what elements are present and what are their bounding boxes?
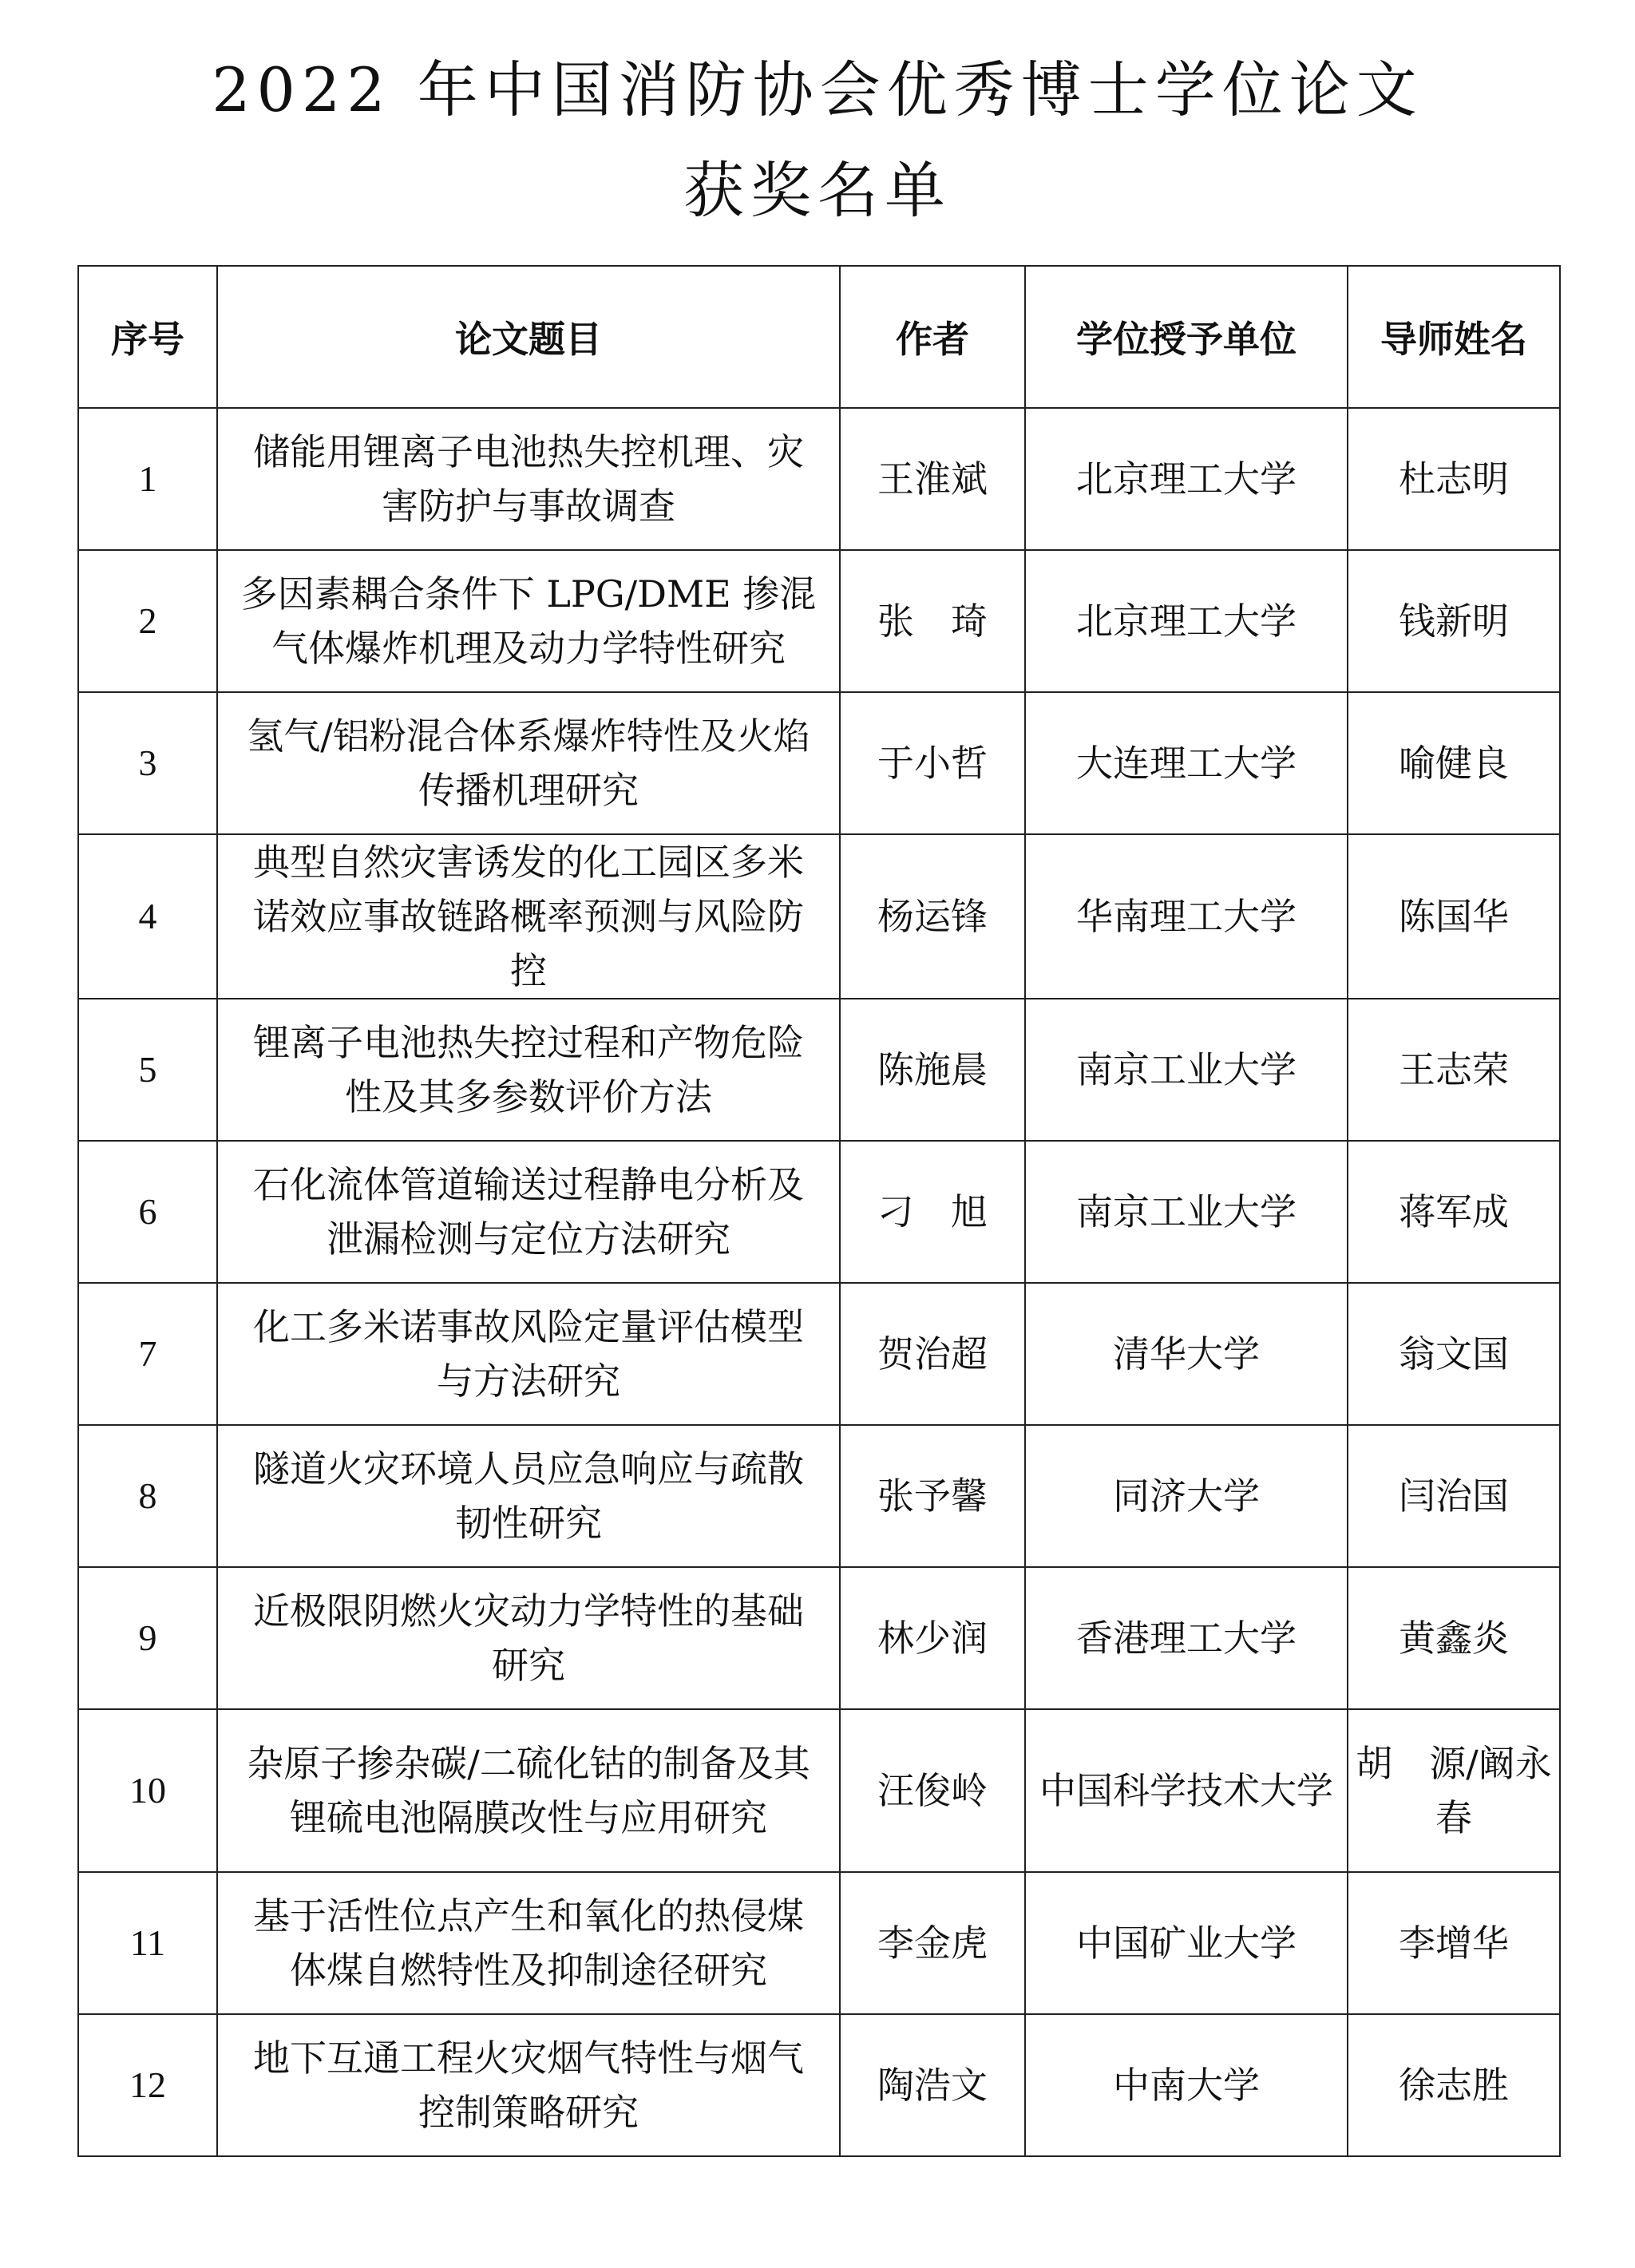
institution: 中南大学 bbox=[1025, 2014, 1348, 2156]
thesis-title: 石化流体管道输送过程静电分析及泄漏检测与定位方法研究 bbox=[217, 1141, 840, 1283]
institution: 北京理工大学 bbox=[1025, 408, 1348, 550]
thesis-title: 锂离子电池热失控过程和产物危险性及其多参数评价方法 bbox=[217, 999, 840, 1141]
row-index: 7 bbox=[78, 1283, 217, 1425]
row-index: 9 bbox=[78, 1567, 217, 1709]
author: 杨运锋 bbox=[840, 834, 1025, 999]
thesis-title: 近极限阴燃火灾动力学特性的基础研究 bbox=[217, 1567, 840, 1709]
thesis-title: 杂原子掺杂碳/二硫化钴的制备及其锂硫电池隔膜改性与应用研究 bbox=[217, 1709, 840, 1872]
row-index: 8 bbox=[78, 1425, 217, 1567]
thesis-title: 储能用锂离子电池热失控机理、灾害防护与事故调查 bbox=[217, 408, 840, 550]
thesis-title: 隧道火灾环境人员应急响应与疏散韧性研究 bbox=[217, 1425, 840, 1567]
advisor: 胡 源/阚永春 bbox=[1348, 1709, 1560, 1872]
table-header-row bbox=[78, 266, 1560, 408]
advisor: 陈国华 bbox=[1348, 834, 1560, 999]
author: 王淮斌 bbox=[840, 408, 1025, 550]
author: 陈施晨 bbox=[840, 999, 1025, 1141]
table-row bbox=[78, 834, 1560, 999]
row-index: 2 bbox=[78, 550, 217, 692]
award-table bbox=[77, 265, 1561, 2157]
advisor: 喻健良 bbox=[1348, 692, 1560, 834]
advisor: 闫治国 bbox=[1348, 1425, 1560, 1567]
row-index: 10 bbox=[78, 1709, 217, 1872]
document-subtitle: 获奖名单 bbox=[683, 155, 952, 226]
row-index: 4 bbox=[78, 834, 217, 999]
header-author: 作者 bbox=[840, 266, 1025, 408]
advisor: 钱新明 bbox=[1348, 550, 1560, 692]
row-index: 12 bbox=[78, 2014, 217, 2156]
row-index: 3 bbox=[78, 692, 217, 834]
institution: 南京工业大学 bbox=[1025, 999, 1348, 1141]
table-row bbox=[78, 692, 1560, 834]
advisor: 黄鑫炎 bbox=[1348, 1567, 1560, 1709]
advisor: 王志荣 bbox=[1348, 999, 1560, 1141]
advisor: 翁文国 bbox=[1348, 1283, 1560, 1425]
table-row bbox=[78, 1425, 1560, 1567]
thesis-title: 多因素耦合条件下 LPG/DME 掺混气体爆炸机理及动力学特性研究 bbox=[217, 550, 840, 692]
table-row bbox=[78, 1283, 1560, 1425]
author: 张 琦 bbox=[840, 550, 1025, 692]
author: 汪俊岭 bbox=[840, 1709, 1025, 1872]
institution: 中国科学技术大学 bbox=[1025, 1709, 1348, 1872]
row-index: 1 bbox=[78, 408, 217, 550]
thesis-title: 典型自然灾害诱发的化工园区多米诺效应事故链路概率预测与风险防控 bbox=[217, 834, 840, 999]
advisor: 杜志明 bbox=[1348, 408, 1560, 550]
advisor: 蒋军成 bbox=[1348, 1141, 1560, 1283]
institution: 大连理工大学 bbox=[1025, 692, 1348, 834]
header-index: 序号 bbox=[78, 266, 217, 408]
table-row bbox=[78, 408, 1560, 550]
table-row bbox=[78, 1709, 1560, 1872]
advisor: 徐志胜 bbox=[1348, 2014, 1560, 2156]
thesis-title: 地下互通工程火灾烟气特性与烟气控制策略研究 bbox=[217, 2014, 840, 2156]
institution: 中国矿业大学 bbox=[1025, 1872, 1348, 2014]
institution: 南京工业大学 bbox=[1025, 1141, 1348, 1283]
thesis-title: 基于活性位点产生和氧化的热侵煤体煤自燃特性及抑制途径研究 bbox=[217, 1872, 840, 2014]
author: 刁 旭 bbox=[840, 1141, 1025, 1283]
header-title: 论文题目 bbox=[217, 266, 840, 408]
author: 林少润 bbox=[840, 1567, 1025, 1709]
author: 陶浩文 bbox=[840, 2014, 1025, 2156]
advisor: 李增华 bbox=[1348, 1872, 1560, 2014]
institution: 华南理工大学 bbox=[1025, 834, 1348, 999]
author: 于小哲 bbox=[840, 692, 1025, 834]
row-index: 11 bbox=[78, 1872, 217, 2014]
table-row bbox=[78, 1872, 1560, 2014]
table-row bbox=[78, 2014, 1560, 2156]
header-institution: 学位授予单位 bbox=[1025, 266, 1348, 408]
author: 贺治超 bbox=[840, 1283, 1025, 1425]
table-row bbox=[78, 1567, 1560, 1709]
institution: 香港理工大学 bbox=[1025, 1567, 1348, 1709]
author: 张予馨 bbox=[840, 1425, 1025, 1567]
thesis-title: 化工多米诺事故风险定量评估模型与方法研究 bbox=[217, 1283, 840, 1425]
table-row bbox=[78, 1141, 1560, 1283]
author: 李金虎 bbox=[840, 1872, 1025, 2014]
institution: 北京理工大学 bbox=[1025, 550, 1348, 692]
row-index: 5 bbox=[78, 999, 217, 1141]
row-index: 6 bbox=[78, 1141, 217, 1283]
institution: 同济大学 bbox=[1025, 1425, 1348, 1567]
thesis-title: 氢气/铝粉混合体系爆炸特性及火焰传播机理研究 bbox=[217, 692, 840, 834]
institution: 清华大学 bbox=[1025, 1283, 1348, 1425]
table-row bbox=[78, 550, 1560, 692]
table-row bbox=[78, 999, 1560, 1141]
header-advisor: 导师姓名 bbox=[1348, 266, 1560, 408]
document-title: 2022 年中国消防协会优秀博士学位论文 bbox=[212, 54, 1423, 125]
